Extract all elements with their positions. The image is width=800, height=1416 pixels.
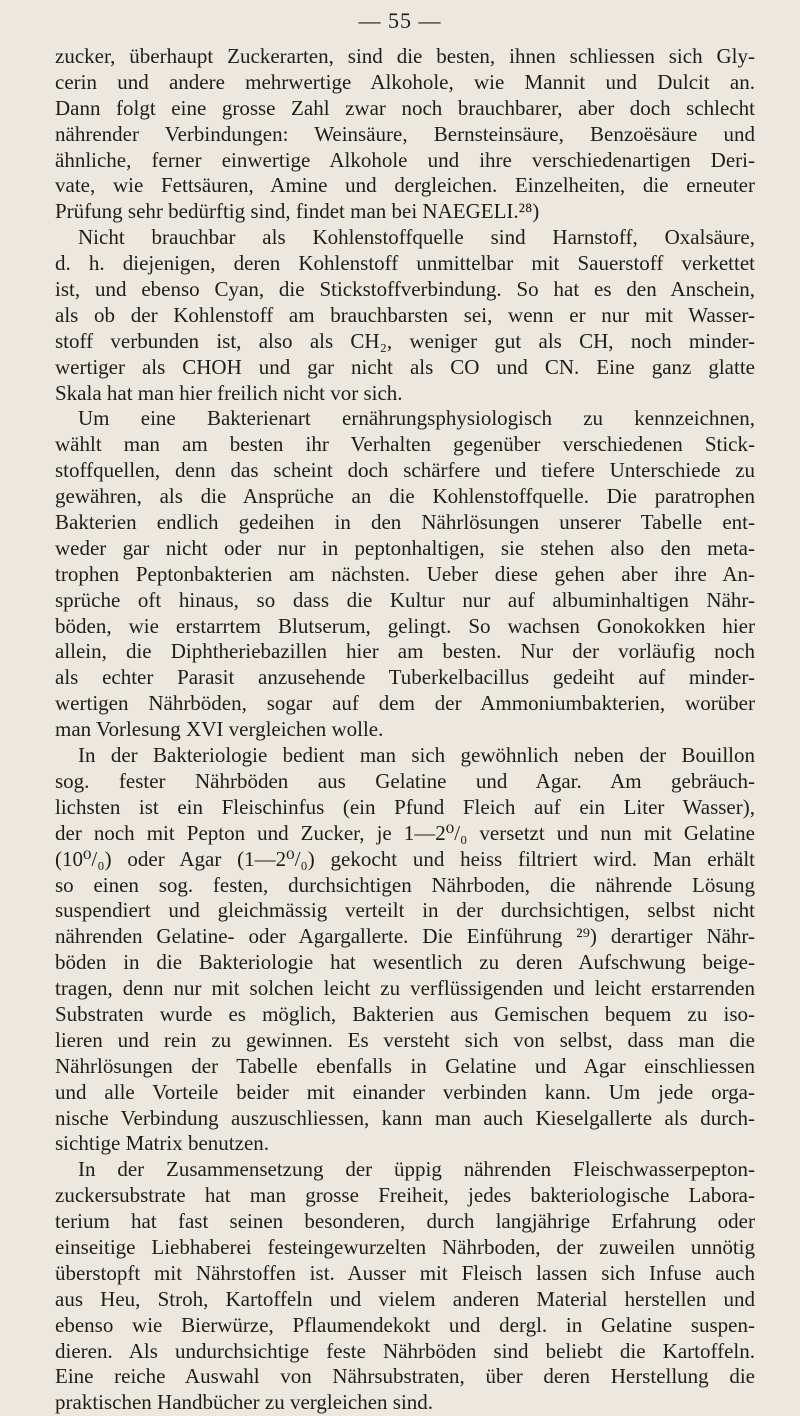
text-line: böden, wie erstarrtem Blutserum, gelingt. So wachsen Gonokokken hier (55, 613, 755, 638)
text-line: Um eine Bakterienart ernährungsphysiologisch zu kennzeichnen, (78, 406, 755, 431)
text-line: aus Heu, Stroh, Kartoffeln und vielem anderen Material herstellen und (55, 1286, 755, 1311)
text-line: Dann folgt eine grosse Zahl zwar noch brauchbarer, aber doch schlecht (55, 95, 755, 120)
text-line: wählt man am besten ihr Verhalten gegenüber verschiedenen Stick- (55, 432, 755, 457)
text-line: Substraten wurde es möglich, Bakterien aus Gemischen bequem zu iso- (55, 1001, 755, 1026)
text-line: In der Bakteriologie bedient man sich gewöhnlich neben der Bouillon (78, 743, 755, 768)
text-line: suspendiert und gleichmässig verteilt in der durchsichtigen, selbst nicht (55, 898, 755, 923)
text-line: weder gar nicht oder nur in peptonhaltigen, sie stehen also den meta- (55, 535, 755, 560)
text-line: der noch mit Pepton und Zucker, je 1—2⁰/₀ versetzt und nun mit Gelatine (55, 820, 755, 845)
body-text (55, 44, 755, 1416)
text-line: Prüfung sehr bedürftig sind, findet man bei NAEGELI.²⁸) (55, 199, 540, 224)
text-line: Nicht brauchbar als Kohlenstoffquelle sind Harnstoff, Oxalsäure, (78, 225, 755, 250)
text-line: nische Verbindung auszuschliessen, kann man auch Kieselgallerte als durch- (55, 1105, 755, 1130)
text-line: Skala hat man hier freilich nicht vor sich. (55, 380, 403, 405)
text-line: lieren und rein zu gewinnen. Es versteht sich von selbst, dass man die (55, 1027, 755, 1052)
text-line: nährenden Gelatine- oder Agargallerte. Die Einführung ²⁹) derartiger Nähr- (55, 924, 755, 949)
text-line: zuckersubstrate hat man grosse Freiheit, jedes bakteriologische Labora- (55, 1183, 755, 1208)
text-line: einseitige Liebhaberei festeingewurzelten Nährboden, der zuweilen unnötig (55, 1234, 755, 1259)
text-line: lichsten ist ein Fleischinfus (ein Pfund Fleich auf ein Liter Wasser), (55, 794, 755, 819)
text-line: Nährlösungen der Tabelle ebenfalls in Gelatine und Agar einschliessen (55, 1053, 755, 1078)
text-line: stoff verbunden ist, also als CH₂, weniger gut als CH, noch minder- (55, 328, 755, 353)
text-line: als echter Parasit anzusehende Tuberkelbacillus gedeiht auf minder- (55, 665, 755, 690)
text-line: man Vorlesung XVI vergleichen wolle. (55, 717, 384, 742)
text-line: zucker, überhaupt Zuckerarten, sind die besten, ihnen schliessen sich Gly- (55, 44, 755, 68)
text-line: als ob der Kohlenstoff am brauchbarsten sei, wenn er nur mit Wasser- (55, 302, 755, 327)
text-line: stoffquellen, denn das scheint doch schärfere und tiefere Unterschiede zu (55, 458, 755, 483)
text-line: allein, die Diphtheriebazillen hier am besten. Nur der vorläufig noch (55, 639, 755, 664)
text-line: tragen, denn nur mit solchen leicht zu verflüssigenden und leicht erstarrenden (55, 976, 755, 1001)
text-line: und alle Vorteile beider mit einander verbinden kann. Um jede orga- (55, 1079, 755, 1104)
text-line: wertigen Nährböden, sogar auf dem der Ammoniumbakterien, worüber (55, 691, 755, 716)
text-line: so einen sog. festen, durchsichtigen Nährboden, die nährende Lösung (55, 872, 755, 897)
page-number: — 55 — (358, 8, 442, 33)
text-line: überstopft mit Nährstoffen ist. Ausser mit Fleisch lassen sich Infuse auch (55, 1260, 755, 1285)
text-line: gewähren, als die Ansprüche an die Kohlenstoffquelle. Die paratrophen (55, 484, 755, 509)
text-line: cerin und andere mehrwertige Alkohole, wie Mannit und Dulcit an. (55, 69, 755, 94)
text-line: ist, und ebenso Cyan, die Stickstoffverbindung. So hat es den Anschein, (55, 277, 755, 302)
text-line: praktischen Handbücher zu vergleichen sind. (55, 1390, 434, 1415)
text-line: terium hat fast seinen besonderen, durch langjährige Erfahrung oder (55, 1209, 755, 1234)
text-line: Bakterien endlich gedeihen in den Nährlösungen unserer Tabelle ent- (55, 510, 755, 535)
text-line: ähnliche, ferner einwertige Alkohole und ihre verschiedenartigen Deri- (55, 147, 755, 172)
text-line: böden in die Bakteriologie hat wesentlich zu deren Aufschwung beige- (55, 950, 755, 975)
text-line: In der Zusammensetzung der üppig nährenden Fleischwasserpepton- (78, 1157, 755, 1182)
text-line: sog. fester Nährböden aus Gelatine und Agar. Am gebräuch- (55, 768, 755, 793)
text-line: vate, wie Fettsäuren, Amine und dergleichen. Einzelheiten, die erneuter (55, 173, 755, 198)
text-line: sichtige Matrix benutzen. (55, 1131, 270, 1156)
text-line: ebenso wie Bierwürze, Pflaumendekokt und dergl. in Gelatine suspen- (55, 1312, 755, 1337)
text-line: sprüche oft hinaus, so dass die Kultur nur auf albuminhaltigen Nähr- (55, 587, 755, 612)
text-line: (10⁰/₀) oder Agar (1—2⁰/₀) gekocht und heiss filtriert wird. Man erhält (55, 846, 755, 871)
text-line: dieren. Als undurchsichtige feste Nährböden sind beliebt die Kartoffeln. (55, 1338, 755, 1363)
text-line: Eine reiche Auswahl von Nährsubstraten, über deren Herstellung die (55, 1364, 755, 1389)
text-line: wertiger als CHOH und gar nicht als CO und CN. Eine ganz glatte (55, 354, 755, 379)
text-line: nährender Verbindungen: Weinsäure, Bernsteinsäure, Benzoësäure und (55, 121, 755, 146)
text-line: trophen Peptonbakterien am nächsten. Ueber diese gehen aber ihre An- (55, 561, 755, 586)
text-line: d. h. diejenigen, deren Kohlenstoff unmittelbar mit Sauerstoff verkettet (55, 251, 755, 276)
